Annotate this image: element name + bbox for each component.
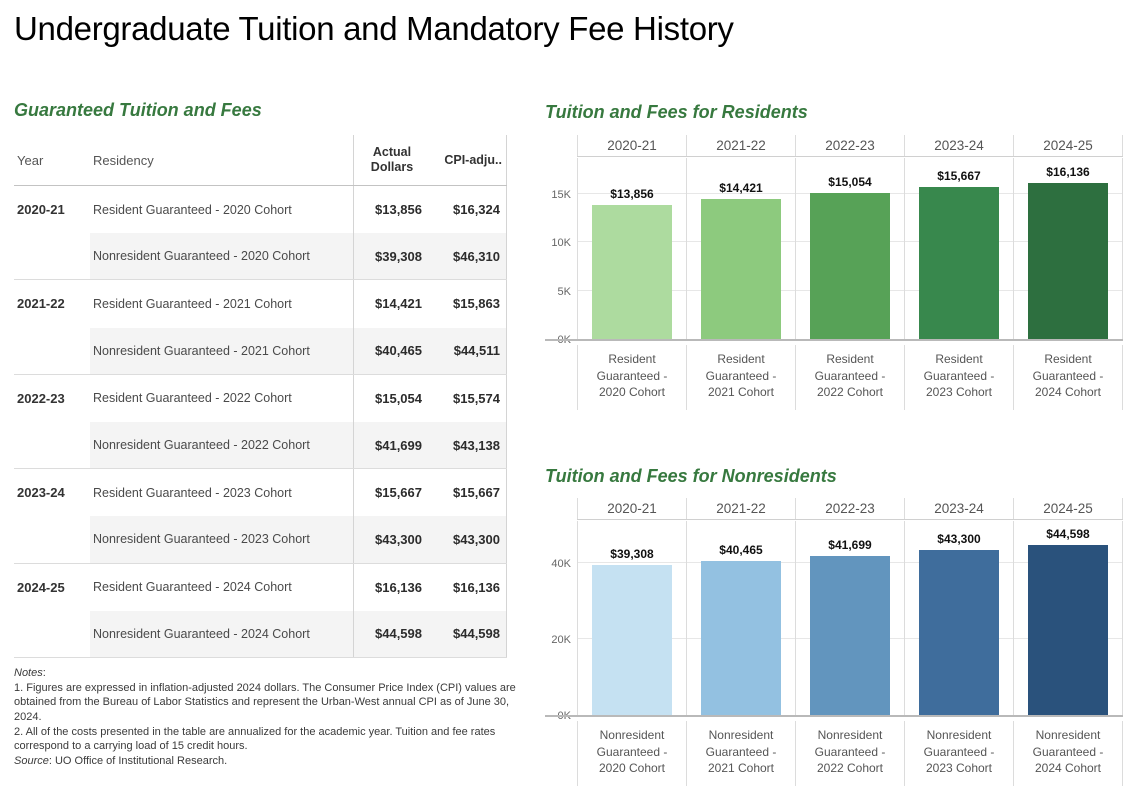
year-cell: [14, 516, 90, 562]
residency-cell: Resident Guaranteed - 2020 Cohort: [93, 202, 292, 217]
table-row[interactable]: [14, 375, 507, 422]
actual-dollars-cell: $44,598: [353, 611, 430, 657]
cpi-adjusted-cell: $15,863: [430, 280, 507, 327]
category-axis-label: Nonresident Guaranteed - 2020 Cohort: [577, 721, 686, 786]
actual-dollars-cell: $43,300: [353, 516, 430, 562]
cpi-adjusted-cell: $43,138: [430, 422, 507, 468]
residents-chart-title: Tuition and Fees for Residents: [545, 102, 808, 122]
bar-column: [686, 521, 795, 715]
note-item: 2. All of the costs presented in the table are annualized for the academic year. Tuition and fee rates correspond to a carrying load of 15 credit hours.: [14, 725, 496, 753]
bar-column: [577, 158, 686, 339]
actual-dollars-cell: $41,699: [353, 422, 430, 468]
bar-column: [795, 521, 904, 715]
bar-value-label: $43,300: [937, 532, 981, 546]
residency-cell: Resident Guaranteed - 2022 Cohort: [93, 391, 292, 406]
bar-column: [904, 521, 1013, 715]
table-row[interactable]: [14, 422, 507, 469]
actual-dollars-cell: $40,465: [353, 328, 430, 374]
y-axis-tick-label: 40K: [551, 557, 571, 570]
residents-y-axis: [545, 158, 577, 339]
cpi-adjusted-cell: $16,324: [430, 186, 507, 233]
bar-2020-21[interactable]: [592, 205, 672, 339]
category-axis-label: Nonresident Guaranteed - 2023 Cohort: [904, 721, 1013, 786]
category-year-header: 2020-21: [577, 498, 686, 519]
bar-column: [904, 158, 1013, 339]
year-cell: [14, 328, 90, 374]
cpi-adjusted-cell: $43,300: [430, 516, 507, 562]
cpi-adjusted-cell: $15,667: [430, 469, 507, 516]
table-row[interactable]: [14, 611, 507, 658]
y-axis-tick-label: 20K: [551, 633, 571, 646]
residents-category-labels: [577, 345, 1123, 410]
bar-value-label: $13,856: [610, 187, 654, 201]
bar-column: [795, 158, 904, 339]
residency-cell: Nonresident Guaranteed - 2023 Cohort: [90, 516, 353, 562]
category-axis-label: Nonresident Guaranteed - 2022 Cohort: [795, 721, 904, 786]
bar-2023-24[interactable]: [919, 550, 999, 715]
bar-2022-23[interactable]: [810, 556, 890, 715]
table-header-row: [14, 135, 507, 186]
table-section-title: Guaranteed Tuition and Fees: [14, 100, 262, 120]
actual-dollars-cell: $13,856: [353, 186, 430, 233]
source-label: Source: [14, 754, 49, 767]
nonresidents-category-labels: [577, 721, 1123, 786]
table-row[interactable]: [14, 516, 507, 563]
residency-cell: Resident Guaranteed - 2021 Cohort: [93, 296, 292, 311]
bar-value-label: $14,421: [719, 181, 763, 195]
category-axis-label: Resident Guaranteed - 2021 Cohort: [686, 345, 795, 410]
year-cell: 2021-22: [17, 296, 65, 312]
category-year-header: 2024-25: [1013, 135, 1123, 156]
table-row[interactable]: [14, 233, 507, 280]
bar-column: [577, 521, 686, 715]
category-axis-label: Resident Guaranteed - 2024 Cohort: [1013, 345, 1123, 410]
year-cell: [14, 233, 90, 279]
notes-block: [14, 666, 517, 768]
residents-plot-area: [577, 158, 1123, 339]
table-row[interactable]: [14, 280, 507, 327]
notes-heading: Notes:: [14, 667, 46, 679]
bar-2024-25[interactable]: [1028, 545, 1108, 715]
bar-value-label: $15,667: [937, 169, 981, 183]
category-year-header: 2022-23: [795, 135, 904, 156]
category-axis-label: Resident Guaranteed - 2020 Cohort: [577, 345, 686, 410]
nonresidents-year-header-row: [577, 498, 1123, 520]
category-year-header: 2020-21: [577, 135, 686, 156]
bar-value-label: $15,054: [828, 175, 872, 189]
year-cell: [14, 611, 90, 657]
bar-2021-22[interactable]: [701, 561, 781, 715]
residency-cell: Resident Guaranteed - 2024 Cohort: [93, 580, 292, 595]
cpi-adjusted-cell: $16,136: [430, 564, 507, 611]
residency-cell: Nonresident Guaranteed - 2021 Cohort: [90, 328, 353, 374]
category-year-header: 2021-22: [686, 498, 795, 519]
y-axis-tick-label: 15K: [551, 188, 571, 201]
actual-dollars-cell: $15,054: [353, 375, 430, 422]
cpi-adjusted-cell: $44,511: [430, 328, 507, 374]
bar-column: [1013, 521, 1123, 715]
actual-dollars-cell: $15,667: [353, 469, 430, 516]
category-axis-label: Resident Guaranteed - 2023 Cohort: [904, 345, 1013, 410]
note-items: [14, 681, 517, 754]
column-header-cpi-adjusted: CPI-adju..: [430, 135, 507, 185]
year-cell: 2022-23: [17, 390, 65, 406]
table-row[interactable]: [14, 469, 507, 516]
nonresidents-plot-area: [577, 521, 1123, 715]
year-cell: 2020-21: [17, 202, 65, 218]
source-line: [14, 754, 517, 769]
y-axis-tick-label: 10K: [551, 237, 571, 250]
bar-2021-22[interactable]: [701, 199, 781, 339]
bar-column: [1013, 158, 1123, 339]
residency-cell: Nonresident Guaranteed - 2020 Cohort: [90, 233, 353, 279]
table-row[interactable]: [14, 328, 507, 375]
table-row[interactable]: [14, 564, 507, 611]
column-header-year: Year: [17, 152, 44, 168]
residency-cell: Resident Guaranteed - 2023 Cohort: [93, 485, 292, 500]
bar-value-label: $39,308: [610, 547, 654, 561]
cpi-adjusted-cell: $46,310: [430, 233, 507, 279]
bar-column: [686, 158, 795, 339]
cpi-adjusted-cell: $44,598: [430, 611, 507, 657]
actual-dollars-cell: $39,308: [353, 233, 430, 279]
column-header-actual-dollars: Actual Dollars: [353, 135, 430, 185]
bar-value-label: $40,465: [719, 543, 763, 557]
nonresidents-y-axis: [545, 521, 577, 715]
bar-value-label: $41,699: [828, 538, 872, 552]
cpi-adjusted-cell: $15,574: [430, 375, 507, 422]
year-cell: [14, 422, 90, 468]
category-year-header: 2023-24: [904, 498, 1013, 519]
category-year-header: 2022-23: [795, 498, 904, 519]
nonresidents-chart-title: Tuition and Fees for Nonresidents: [545, 466, 837, 486]
year-cell: 2023-24: [17, 485, 65, 501]
page-title: Undergraduate Tuition and Mandatory Fee History: [14, 10, 734, 47]
bar-2023-24[interactable]: [919, 187, 999, 339]
nonresidents-baseline: [545, 715, 1123, 717]
residency-cell: Nonresident Guaranteed - 2022 Cohort: [90, 422, 353, 468]
bar-value-label: $44,598: [1046, 527, 1090, 541]
table-row[interactable]: [14, 186, 507, 233]
category-axis-label: Nonresident Guaranteed - 2024 Cohort: [1013, 721, 1123, 786]
category-year-header: 2023-24: [904, 135, 1013, 156]
actual-dollars-cell: $16,136: [353, 564, 430, 611]
bar-2024-25[interactable]: [1028, 183, 1108, 339]
guaranteed-tuition-table: [14, 135, 507, 658]
category-axis-label: Nonresident Guaranteed - 2021 Cohort: [686, 721, 795, 786]
note-item: 1. Figures are expressed in inflation-adjusted 2024 dollars. The Consumer Price Index (CPI) values are obtained from the Bureau of Labor Statistics and represent the Urban-West annual CPI as of June 30, 2024.: [14, 681, 516, 723]
bar-2020-21[interactable]: [592, 565, 672, 715]
bar-2022-23[interactable]: [810, 193, 890, 339]
y-axis-tick-label: 5K: [557, 285, 571, 298]
bar-value-label: $16,136: [1046, 165, 1090, 179]
year-cell: 2024-25: [17, 579, 65, 595]
category-year-header: 2021-22: [686, 135, 795, 156]
residency-cell: Nonresident Guaranteed - 2024 Cohort: [90, 611, 353, 657]
residents-year-header-row: [577, 135, 1123, 157]
actual-dollars-cell: $14,421: [353, 280, 430, 327]
residents-baseline: [545, 339, 1123, 341]
source-text: : UO Office of Institutional Research.: [48, 754, 228, 767]
column-header-residency: Residency: [93, 152, 154, 168]
table-body: [14, 186, 507, 658]
category-axis-label: Resident Guaranteed - 2022 Cohort: [795, 345, 904, 410]
category-year-header: 2024-25: [1013, 498, 1123, 519]
notes-label: Notes: [14, 667, 43, 679]
